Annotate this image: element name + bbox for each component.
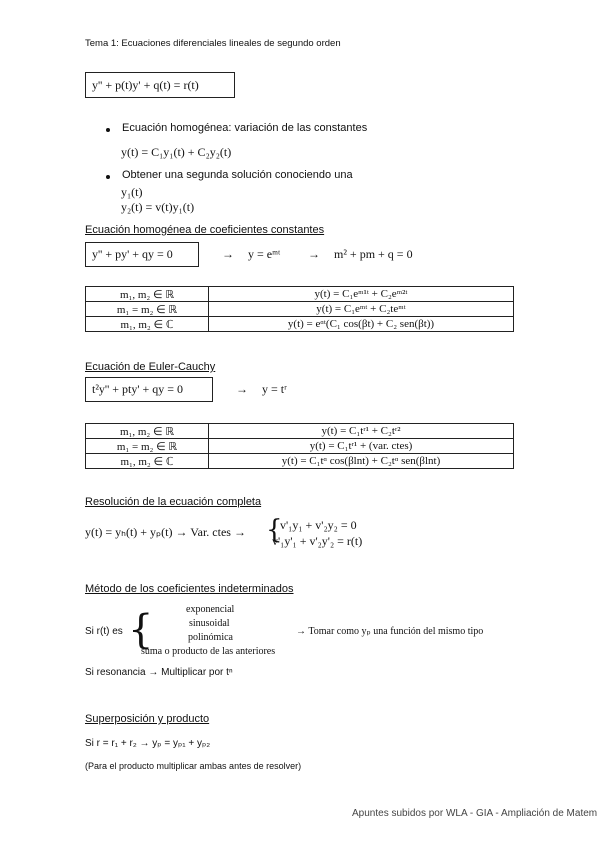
formula-y1: y₁(t)	[121, 185, 143, 199]
bullet-homogeneous: Ecuación homogénea: variación de las constantes	[122, 122, 368, 134]
bullet-dot	[106, 128, 110, 132]
table-cell-condition: m₁, m₂ ∈ ℂ	[86, 317, 209, 332]
system-brace: {	[266, 515, 283, 545]
table-row	[86, 317, 514, 332]
section-superposition-title: Superposición y producto	[85, 713, 210, 725]
table-row	[86, 302, 514, 317]
page-header: Tema 1: Ecuaciones diferenciales lineales de segundo orden	[85, 38, 341, 49]
section-undetermined-title: Método de los coeficientes indeterminados	[85, 583, 294, 595]
table-cell-condition: m₁, m₂ ∈ ℝ	[86, 424, 209, 439]
table-cell-solution: y(t) = eᵅᵗ(C₁ cos(βt) + C₂ sen(βt))	[209, 317, 514, 332]
table-cell-solution: y(t) = C₁tʳ¹ + C₂tʳ²	[209, 424, 514, 439]
section-const-coef-title: Ecuación homogénea de coeficientes constantes	[85, 224, 325, 236]
table-cell-solution: y(t) = C₁tᵅ cos(βlnt) + C₂tᵅ sen(βlnt)	[209, 454, 514, 469]
formula-y2: y₂(t) = v(t)y₁(t)	[121, 200, 195, 214]
superposition-rule: Si r = r₁ + r₂ → yₚ = yₚ₁ + yₚ₂	[85, 738, 211, 749]
table-cell-solution: y(t) = C₁eᵐᵗ + C₂teᵐᵗ	[209, 302, 514, 317]
undetermined-prefix: Si r(t) es	[85, 626, 123, 637]
euler-solution: y = tʳ	[262, 382, 287, 396]
table-cell-solution: y(t) = C₁tʳ¹ + (var. ctes)	[209, 439, 514, 454]
const-coef-table	[85, 286, 514, 332]
const-coef-equation: y'' + py' + qy = 0	[92, 247, 173, 261]
main-equation-box	[85, 72, 235, 98]
euler-table	[85, 423, 514, 469]
bullet-dot	[106, 175, 110, 179]
characteristic-equation: m² + pm + q = 0	[334, 247, 413, 261]
arrow: →	[236, 382, 248, 396]
system-eq-2: v'₁y'₁ + v'₂y'₂ = r(t)	[272, 534, 363, 548]
main-equation: y'' + p(t)y' + q(t) = r(t)	[92, 78, 199, 92]
table-cell-condition: m₁ = m₂ ∈ ℝ	[86, 439, 209, 454]
formula-variation: y(t) = C₁y₁(t) + C₂y₂(t)	[121, 145, 232, 159]
arrow: →	[308, 247, 320, 261]
euler-equation: t²y'' + pty' + qy = 0	[92, 382, 184, 396]
product-note: (Para el producto multiplicar ambas antes de resolver)	[85, 761, 302, 771]
const-coef-equation-box	[85, 242, 199, 267]
const-coef-solution: y = eᵐᵗ	[248, 247, 281, 261]
option-item: exponencial	[186, 604, 235, 615]
section-complete-title: Resolución de la ecuación completa	[85, 496, 262, 508]
undetermined-result: → Tomar como yₚ una función del mismo tipo	[296, 626, 484, 637]
table-cell-condition: m₁, m₂ ∈ ℝ	[86, 287, 209, 302]
table-row	[86, 287, 514, 302]
page-footer: Apuntes subidos por WLA - GIA - Ampliación de Matem	[352, 808, 598, 819]
table-row	[86, 439, 514, 454]
table-row	[86, 424, 514, 439]
system-eq-1: v'₁y₁ + v'₂y₂ = 0	[280, 518, 357, 532]
table-cell-condition: m₁, m₂ ∈ ℂ	[86, 454, 209, 469]
table-cell-solution: y(t) = C₁eᵐ¹ᵗ + C₂eᵐ²ᵗ	[209, 287, 514, 302]
section-euler-title: Ecuación de Euler-Cauchy	[85, 361, 216, 373]
table-cell-condition: m₁ = m₂ ∈ ℝ	[86, 302, 209, 317]
complete-solution-lhs: y(t) = yₕ(t) + yₚ(t) → Var. ctes →	[85, 525, 246, 539]
option-item: sinusoidal	[189, 618, 230, 629]
option-item: suma o producto de las anteriores	[141, 646, 276, 657]
arrow: →	[222, 247, 234, 261]
bullet-second-solution: Obtener una segunda solución conociendo una	[122, 169, 353, 181]
option-item: polinómica	[188, 632, 233, 643]
euler-equation-box	[85, 377, 213, 402]
resonance-rule: Si resonancia → Multiplicar por tⁿ	[85, 667, 233, 678]
table-row	[86, 454, 514, 469]
options-brace: {	[128, 607, 154, 653]
